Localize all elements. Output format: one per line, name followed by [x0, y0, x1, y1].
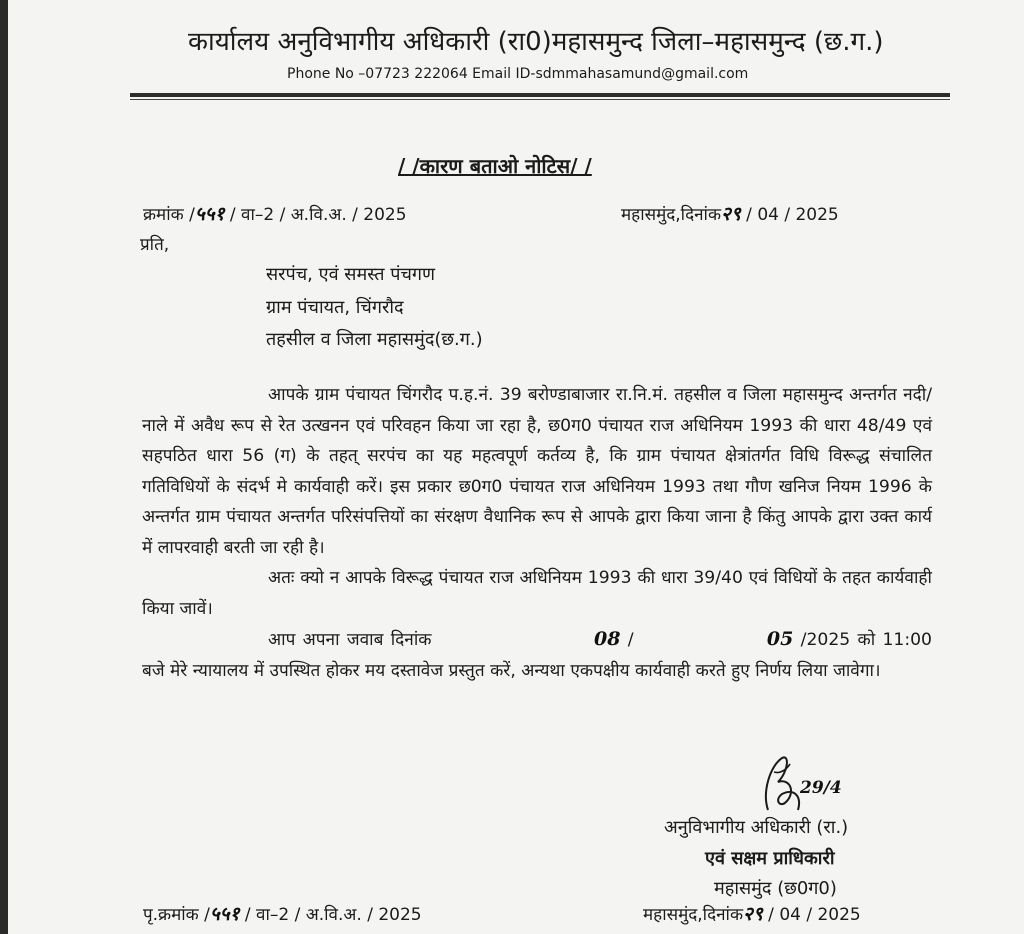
footer-number-handwritten: ५५१ — [209, 903, 240, 925]
signatory-designation: अनुविभागीय अधिकारी (रा.) — [664, 817, 849, 838]
reply-prefix: आप अपना जवाब दिनांक — [268, 630, 432, 650]
salutation: प्रति, — [140, 235, 170, 255]
body-paragraph-1: आपके ग्राम पंचायत चिंगरौद प.ह.नं. 39 बरोण्डाबाजार रा.नि.मं. तहसील व जिला महासमुन्द अन्तर्गत नदी/नाले में अवैध रूप से रेत उत्खनन एवं परिवहन किया जा रहा है, छ0ग0 पंचायत राज अधिनियम 1993 की धारा 48/49 एवं सहपठित धारा 56 (ग) के तहत् सरपंच का यह महत्वपूर्ण कर्तव्य है, कि ग्राम पंचायत क्षेत्रांतर्गत विधि विरूद्ध संचालित गतिविधियों के संदर्भ मे कार्यवाही करें। इस प्रकार छ0ग0 पंचायत राज अधिनियम 1993 तथा गौण खनिज नियम 1996 के अन्तर्गत ग्राम पंचायत अन्तर्गत परिसंपत्तियों का संरक्षण वैधानिक रूप से आपके द्वारा किया जाना है किंतु आपके द्वारा उक्त कार्य में लापरवाही बरती जा रही है। — [142, 385, 932, 558]
footer-reference-suffix: / वा–2 / अ.वि.अ. / 2025 — [239, 905, 422, 925]
reference-suffix: / वा–2 / अ.वि.अ. / 2025 — [224, 205, 407, 225]
reference-date — [621, 200, 839, 226]
signature-date-handwritten: 29/4 — [800, 778, 842, 798]
reference-number — [143, 200, 407, 226]
footer-day-handwritten: २९ — [743, 903, 763, 925]
reference-prefix: क्रमांक / — [143, 205, 195, 225]
reply-month-handwritten: 05 — [766, 628, 794, 650]
addressee-line-3: तहसील व जिला महासमुंद(छ.ग.) — [266, 329, 483, 350]
reply-after-date: /2025 को 11:00 बजे मेरे न्यायालय में उपस्थित होकर मय दस्तावेज प्रस्तुत करें, अन्यथा एकपक्षीय कार्यवाही करते हुए निर्णय लिया जावेगा। — [142, 630, 932, 681]
footer-reference-prefix: पृ.क्रमांक / — [143, 905, 210, 925]
office-title: कार्यालय अनुविभागीय अधिकारी (रा0)महासमुन्द जिला–महासमुन्द (छ.ग.) — [188, 27, 884, 57]
signature-mark — [760, 752, 850, 822]
notice-body — [142, 380, 932, 686]
addressee-line-2: ग्राम पंचायत, चिंगरौद — [266, 297, 404, 318]
reply-day-handwritten: 08 — [594, 628, 621, 650]
letterhead-rule — [130, 93, 950, 97]
date-month-year: / 04 / 2025 — [740, 205, 839, 225]
notice-title: / /कारण बताओ नोटिस/ / — [398, 154, 592, 178]
footer-date-prefix: महासमुंद,दिनांक — [643, 905, 744, 925]
footer-reference-number — [143, 900, 422, 926]
letterhead-rule-thin — [130, 99, 950, 100]
date-day-handwritten: २९ — [721, 203, 741, 225]
scan-left-edge — [0, 0, 8, 934]
footer-reference-date — [643, 900, 861, 926]
signatory-authority: एवं सक्षम प्राधिकारी — [705, 848, 835, 869]
addressee-line-1: सरपंच, एवं समस्त पंचगण — [266, 264, 436, 285]
body-paragraph-3: आप अपना जवाब दिनांक 08 / 05 /2025 को 11:00 बजे मेरे न्यायालय में उपस्थित होकर मय दस्तावेज प्रस्तुत करें, अन्यथा एकपक्षीय कार्यवाही करते हुए निर्णय लिया जावेगा। — [142, 624, 932, 686]
footer-month-year: / 04 / 2025 — [762, 905, 861, 925]
reference-number-handwritten: ५५१ — [194, 203, 225, 225]
body-paragraph-2: अतः क्यो न आपके विरूद्ध पंचायत राज अधिनियम 1993 की धारा 39/40 एवं विधियों के तहत कार्यवाही किया जावें। — [142, 568, 932, 619]
contact-line: Phone No –07723 222064 Email ID-sdmmahasamund@gmail.com — [287, 66, 749, 82]
date-prefix: महासमुंद,दिनांक — [621, 205, 722, 225]
signatory-place: महासमुंद (छ0ग0) — [714, 878, 837, 899]
